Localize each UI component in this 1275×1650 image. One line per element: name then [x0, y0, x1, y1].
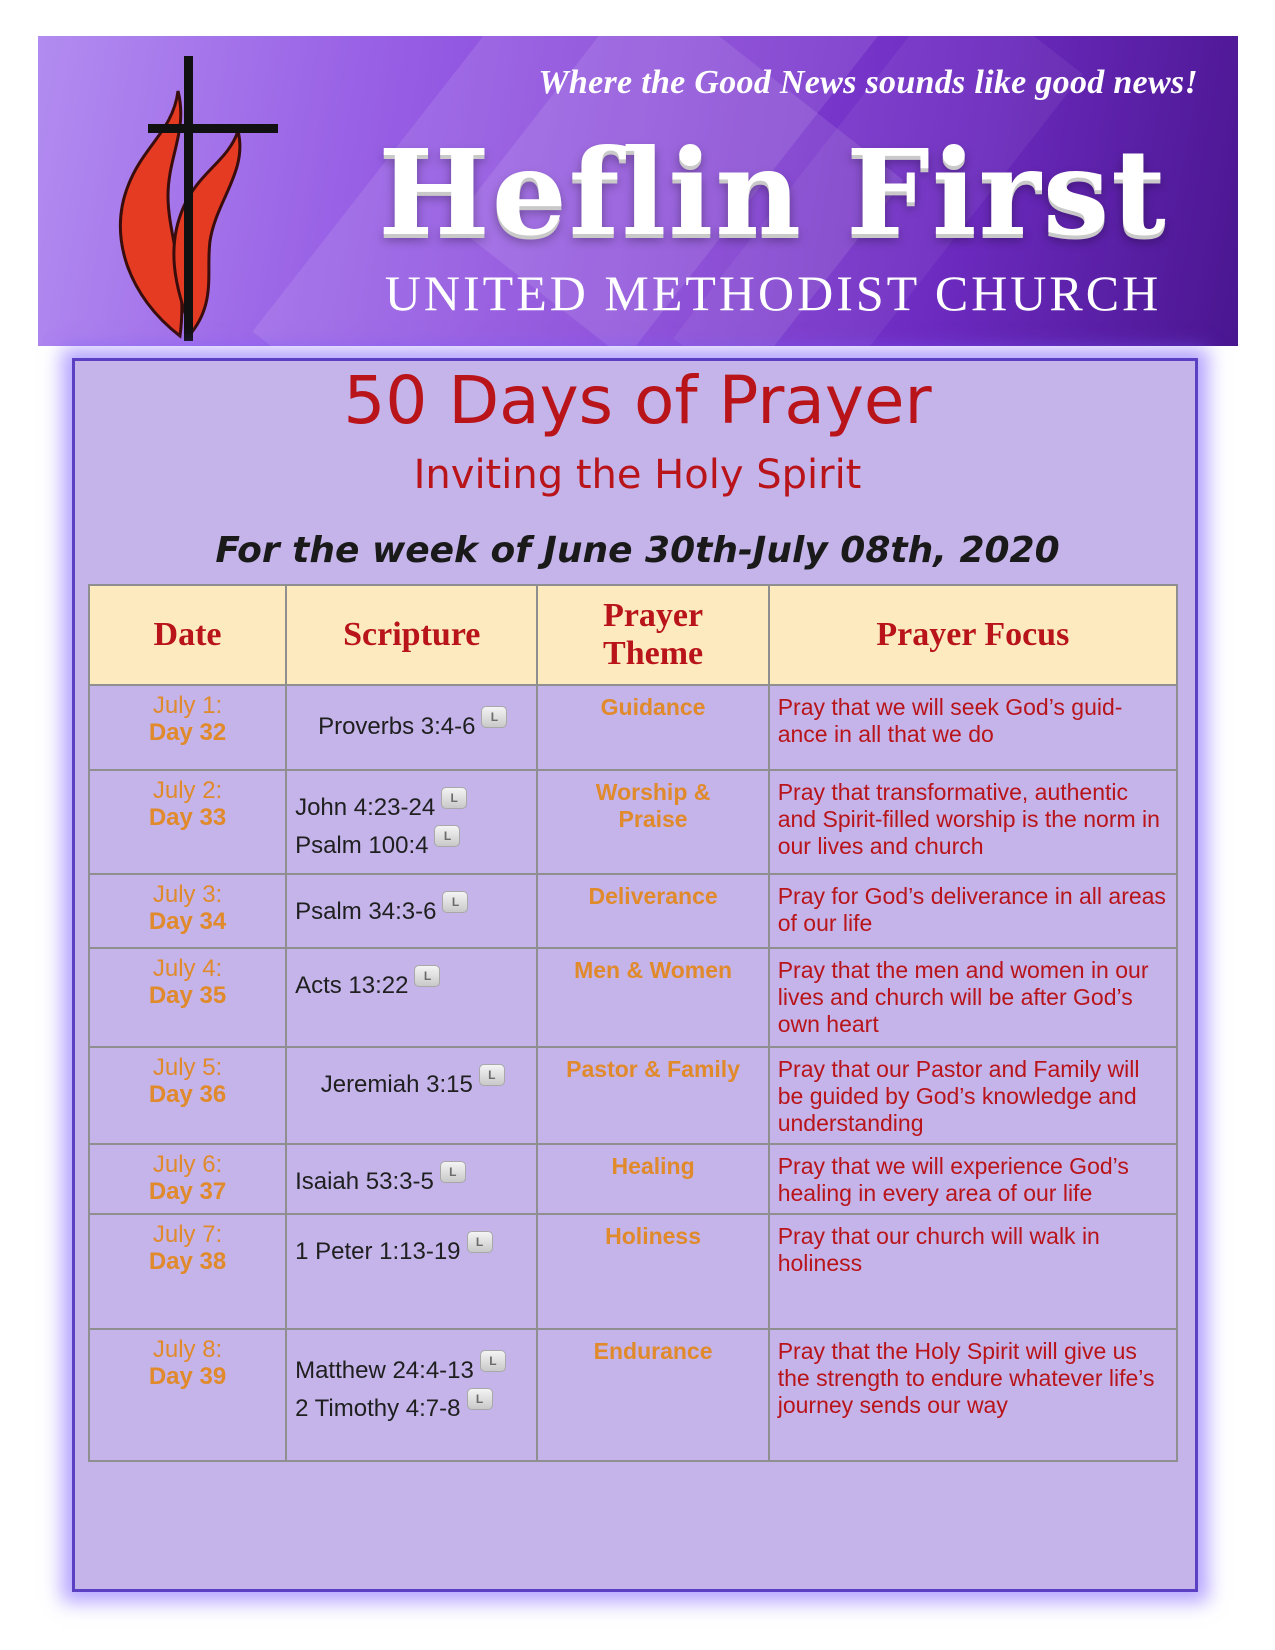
date-day: Day 33 [148, 804, 227, 831]
prayer-theme: Guidance [537, 685, 768, 770]
date-month: July 4: [152, 955, 223, 982]
scripture-ref [295, 1394, 530, 1424]
prayer-theme: Men & Women [537, 948, 768, 1047]
scripture-cell [286, 874, 537, 948]
prayer-theme: Holiness [537, 1214, 768, 1329]
date-month: July 2: [152, 777, 223, 804]
scripture-link[interactable]: Proverbs 3:4-6 [318, 713, 476, 740]
date-cell [89, 685, 286, 770]
scripture-ref [295, 793, 530, 823]
prayer-theme: Healing [537, 1144, 768, 1214]
prayer-focus: Pray that our Pastor and Family will be guided by God’s knowledge and understanding [769, 1047, 1177, 1144]
prayer-focus: Pray that the Holy Spirit will give us the strength to endure whatever life’s journey sends our way [769, 1329, 1177, 1461]
date-month: July 3: [152, 881, 223, 908]
scripture-ref [295, 1237, 530, 1267]
listen-icon[interactable]: L [467, 1388, 493, 1410]
date-cell [89, 874, 286, 948]
table-row [89, 770, 1177, 874]
table-row [89, 1144, 1177, 1214]
banner-tagline: Where the Good News sounds like good news! [538, 64, 1198, 101]
prayer-theme: Worship & Praise [537, 770, 768, 874]
listen-icon[interactable]: L [442, 891, 468, 913]
scripture-link[interactable]: Acts 13:22 [295, 972, 409, 999]
scripture-ref [295, 1070, 530, 1100]
listen-icon[interactable]: L [480, 1350, 506, 1372]
prayer-schedule-table [88, 584, 1178, 1462]
date-cell [89, 770, 286, 874]
prayer-theme: Endurance [537, 1329, 768, 1461]
date-day: Day 35 [148, 982, 227, 1009]
date-month: July 8: [152, 1336, 223, 1363]
table-row [89, 685, 1177, 770]
date-day: Day 37 [148, 1178, 227, 1205]
header-prayer-focus: Prayer Focus [769, 585, 1177, 685]
listen-icon[interactable]: L [434, 825, 460, 847]
scripture-link[interactable]: Matthew 24:4-13 [295, 1357, 474, 1384]
date-cell [89, 1214, 286, 1329]
scripture-cell [286, 1047, 537, 1144]
table-row [89, 1047, 1177, 1144]
date-cell [89, 1047, 286, 1144]
scripture-cell [286, 770, 537, 874]
table-row [89, 948, 1177, 1047]
scripture-ref [295, 971, 530, 1001]
prayer-theme: Pastor & Family [537, 1047, 768, 1144]
prayer-theme: Deliverance [537, 874, 768, 948]
page-title: 50 Days of Prayer [343, 362, 932, 439]
week-range: For the week of June 30th-July 08th, 2020 [215, 530, 1060, 571]
scripture-cell [286, 1329, 537, 1461]
scripture-ref [295, 1356, 530, 1386]
listen-icon[interactable]: L [479, 1064, 505, 1086]
header-scripture: Scripture [286, 585, 537, 685]
scripture-link[interactable]: 1 Peter 1:13-19 [295, 1238, 461, 1265]
scripture-link[interactable]: Jeremiah 3:15 [320, 1071, 473, 1098]
table-row [89, 874, 1177, 948]
scripture-cell [286, 948, 537, 1047]
date-month: July 7: [152, 1221, 223, 1248]
date-month: July 6: [152, 1151, 223, 1178]
scripture-link[interactable]: Isaiah 53:3-5 [295, 1168, 434, 1195]
date-day: Day 38 [148, 1248, 227, 1275]
date-cell [89, 1144, 286, 1214]
scripture-link[interactable]: Psalm 100:4 [295, 832, 429, 859]
scripture-ref [295, 712, 530, 742]
scripture-link[interactable]: John 4:23-24 [295, 794, 436, 821]
scripture-ref [295, 831, 530, 861]
table-row [89, 1329, 1177, 1461]
scripture-link[interactable]: Psalm 34:3-6 [295, 898, 437, 925]
listen-icon[interactable]: L [441, 787, 467, 809]
listen-icon[interactable]: L [467, 1231, 493, 1253]
date-day: Day 39 [148, 1363, 227, 1390]
date-month: July 1: [152, 692, 223, 719]
scripture-ref [295, 897, 530, 927]
date-cell [89, 948, 286, 1047]
table-header-row [89, 585, 1177, 685]
date-day: Day 36 [148, 1081, 227, 1108]
date-month: July 5: [152, 1054, 223, 1081]
prayer-focus: Pray that transformative, authentic and Spirit-filled worship is the norm in our lives and church [769, 770, 1177, 874]
scripture-cell [286, 1144, 537, 1214]
church-name: Heflin First [378, 123, 1168, 262]
date-cell [89, 1329, 286, 1461]
date-day: Day 32 [148, 719, 227, 746]
listen-icon[interactable]: L [414, 965, 440, 987]
date-day: Day 34 [148, 908, 227, 935]
prayer-focus: Pray for God’s deliverance in all areas of our life [769, 874, 1177, 948]
listen-icon[interactable]: L [481, 706, 507, 728]
table-row [89, 1214, 1177, 1329]
prayer-focus: Pray that the men and women in our lives and church will be after God’s own heart [769, 948, 1177, 1047]
header-prayer-theme: Prayer Theme [537, 585, 768, 685]
scripture-cell [286, 685, 537, 770]
scripture-ref [295, 1167, 530, 1197]
prayer-focus: Pray that our church will walk in holiness [769, 1214, 1177, 1329]
scripture-link[interactable]: 2 Timothy 4:7-8 [295, 1395, 461, 1422]
prayer-focus: Pray that we will seek God’s guid-ance in all that we do [769, 685, 1177, 770]
prayer-focus: Pray that we will experience God’s healing in every area of our life [769, 1144, 1177, 1214]
listen-icon[interactable]: L [440, 1161, 466, 1183]
church-banner [38, 36, 1238, 346]
page-subtitle: Inviting the Holy Spirit [413, 452, 862, 498]
header-date: Date [89, 585, 286, 685]
scripture-cell [286, 1214, 537, 1329]
church-denomination: UNITED METHODIST CHURCH [384, 265, 1162, 321]
cross-and-flame-logo-icon [88, 36, 278, 346]
